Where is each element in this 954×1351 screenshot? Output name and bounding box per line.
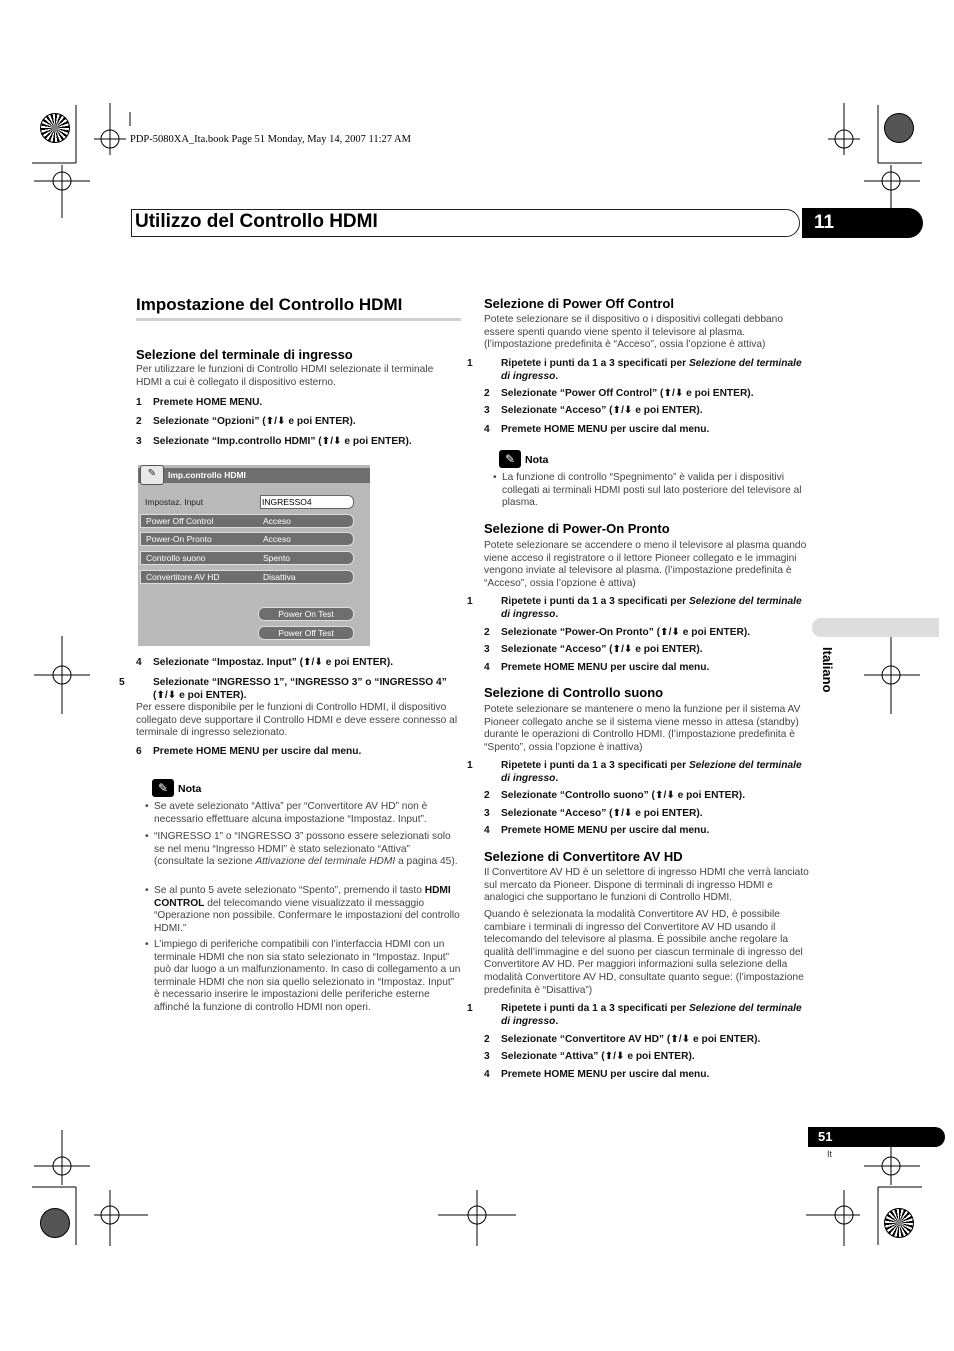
menu-settings-icon: ✎ [140,465,164,485]
subsection-title: Selezione di Controllo suono [484,685,664,700]
section-title: Impostazione del Controllo HDMI [136,295,403,314]
menu-header-label: Imp.controllo HDMI [168,470,246,480]
menu-row-power-on-pronto: Power-On Pronto Acceso [140,532,354,546]
step: 4 Premete HOME MENU per uscire dal menu. [484,825,710,836]
subsection-title: Selezione di Power Off Control [484,296,674,311]
step: 4 Premete HOME MENU per uscire dal menu. [484,1069,710,1080]
power-off-test-button: Power Off Test [258,626,354,640]
step: 4 Premete HOME MENU per uscire dal menu. [484,424,710,435]
paragraph: Quando è selezionata la modalità Convertitore AV HD, è possibile cambiare i terminali di ingresso del Convertitore AV HD usando il telecomando del televisore al plasma. È possibile anche regolare la qualità dell’immagine e del suono per ciascun terminale di ingresso del Convertitore AV HD. Per maggiori informazioni sulla selezione della modalità Convertitore AV HD, consultate quanto segue: (l’impostazione predefinita è “Disattiva”) [484,909,804,996]
side-language-label: Italiano [820,647,835,693]
step: 2 Selezionate “Convertitore AV HD” (⬆/⬇ e poi ENTER). [484,1034,761,1045]
note-bullet: • Se avete selezionato “Attiva” per “Convertitore AV HD” non è necessario effettuare alcuna impostazione “Impostaz. Input”. [154,801,462,826]
subsection-title: Selezione di Power-On Pronto [484,521,670,536]
menu-row-power-off-control: Power Off Control Acceso [140,514,354,528]
step: 2 Selezionate “Power-On Pronto” (⬆/⬇ e poi ENTER). [484,627,751,638]
step: 1 Premete HOME MENU. [136,397,263,408]
menu-row-convertitore-av-hd: Convertitore AV HD Disattiva [140,570,354,584]
note-bullet: • “INGRESSO 1” o “INGRESSO 3” possono essere selezionati solo se nel menu “Ingresso HDMI” è stato selezionato “Attiva” (consultate la sezione Attivazione del terminale HDMI a pagina 45). [154,831,462,869]
page-number: 51 [808,1127,945,1147]
step: 3 Selezionate “Acceso” (⬆/⬇ e poi ENTER). [484,405,703,416]
step: 1 Ripetete i punti da 1 a 3 specificati per Selezione del terminale di ingresso. [467,358,802,382]
note-icon: ✎ [152,779,174,797]
side-tab [812,618,939,637]
step: 2 Selezionate “Power Off Control” (⬆/⬇ e poi ENTER). [484,388,754,399]
step: 4 Selezionate “Impostaz. Input” (⬆/⬇ e poi ENTER). [136,657,394,668]
paragraph: Per utilizzare le funzioni di Controllo HDMI selezionate il terminale HDMI a cui è collegato il dispositivo esterno. [136,364,434,388]
menu-screenshot [138,465,370,646]
note-label: Nota [525,454,549,466]
power-on-test-button: Power On Test [258,607,354,621]
subsection-title: Selezione del terminale di ingresso [136,347,353,362]
step: 3 Selezionate “Imp.controllo HDMI” (⬆/⬇ e poi ENTER). [136,436,412,447]
note-icon: ✎ [499,450,521,468]
step: 2 Selezionate “Opzioni” (⬆/⬇ e poi ENTER). [136,416,356,427]
step: 3 Selezionate “Acceso” (⬆/⬇ e poi ENTER). [484,644,703,655]
paragraph: Potete selezionare se mantenere o meno la funzione per il sistema AV Pioneer collegato anche se il sistema viene messo in attesa (standby) durante le operazioni di Controllo HDMI. (l’impostazione predefinita è “Spento”, ossia l’opzione è inattiva) [484,704,801,753]
menu-row-controllo-suono: Controllo suono Spento [140,551,354,565]
note-bullet: • L’impiego di periferiche compatibili con l’interfaccia HDMI con un terminale HDMI che non sia stato selezionato in “Impostaz. Input” può dar luogo a un malfunzionamento. In caso di collegamento a un terminale HDMI che non sia quello selezionato in “Impostaz. Input” è necessario inserire le impostazioni delle periferiche esterne affinché la funzione di controllo HDMI non operi. [154,939,462,1015]
step: 5 Selezionate “INGRESSO 1”, “INGRESSO 3” o “INGRESSO 4” (⬆/⬇ e poi ENTER). [119,677,447,701]
step: 3 Selezionate “Attiva” (⬆/⬇ e poi ENTER). [484,1051,695,1062]
step: 2 Selezionate “Controllo suono” (⬆/⬇ e poi ENTER). [484,790,746,801]
step: 3 Selezionate “Acceso” (⬆/⬇ e poi ENTER). [484,808,703,819]
step: 1 Ripetete i punti da 1 a 3 specificati per Selezione del terminale di ingresso. [467,1003,802,1027]
menu-header [138,468,370,483]
paragraph: Potete selezionare se il dispositivo o i dispositivi collegati debbano essere spenti quando viene spento il televisore al plasma. (l’impostazione predefinita è “Acceso”, ossia l’opzione è attiva) [484,314,784,351]
chapter-title: Utilizzo del Controllo HDMI [135,211,378,232]
page-language-code: It [827,1149,833,1159]
note-bullet: • Se al punto 5 avete selezionato “Spento”, premendo il tasto HDMI CONTROL del telecomando viene visualizzato il messaggio “Operazione non possibile. Confermare le impostazioni del controllo HDMI.” [154,885,462,935]
step: 1 Ripetete i punti da 1 a 3 specificati per Selezione del terminale di ingresso. [467,596,802,620]
subsection-title: Selezione di Convertitore AV HD [484,849,683,864]
section-rule [136,318,461,321]
file-info-line: PDP-5080XA_Ita.book Page 51 Monday, May 14, 2007 11:27 AM [130,134,411,145]
paragraph: Per essere disponibile per le funzioni di Controllo HDMI, il dispositivo collegato deve supportare il Controllo HDMI e deve essere connesso al terminale di ingresso selezionato. [136,702,458,739]
step: 6 Premete HOME MENU per uscire dal menu. [136,746,362,757]
note-label: Nota [178,783,202,795]
step: 1 Ripetete i punti da 1 a 3 specificati per Selezione del terminale di ingresso. [467,760,802,784]
chapter-number: 11 [802,208,923,238]
paragraph: Potete selezionare se accendere o meno il televisore al plasma quando viene acceso il registratore o il lettore Pioneer collegato e le immagini vengono inviate al televisore al plasma. (l’impostazione predefinita è “Acceso”, ossia l’opzione è attiva) [484,540,807,589]
paragraph: Il Convertitore AV HD è un selettore di ingresso HDMI che verrà lanciato sul mercato da Pioneer. Dispone di terminali di ingresso HDMI e analogici che supportano le funzioni di Controllo HDMI. [484,867,809,904]
menu-row-impostaz-input: Impostaz. Input INGRESSO4 [140,496,352,508]
step: 4 Premete HOME MENU per uscire dal menu. [484,662,710,673]
note-bullet: • La funzione di controllo “Spegnimento” è valida per i dispositivi collegati ai terminali HDMI posti sul lato posteriore del televisore al plasma. [502,472,810,510]
